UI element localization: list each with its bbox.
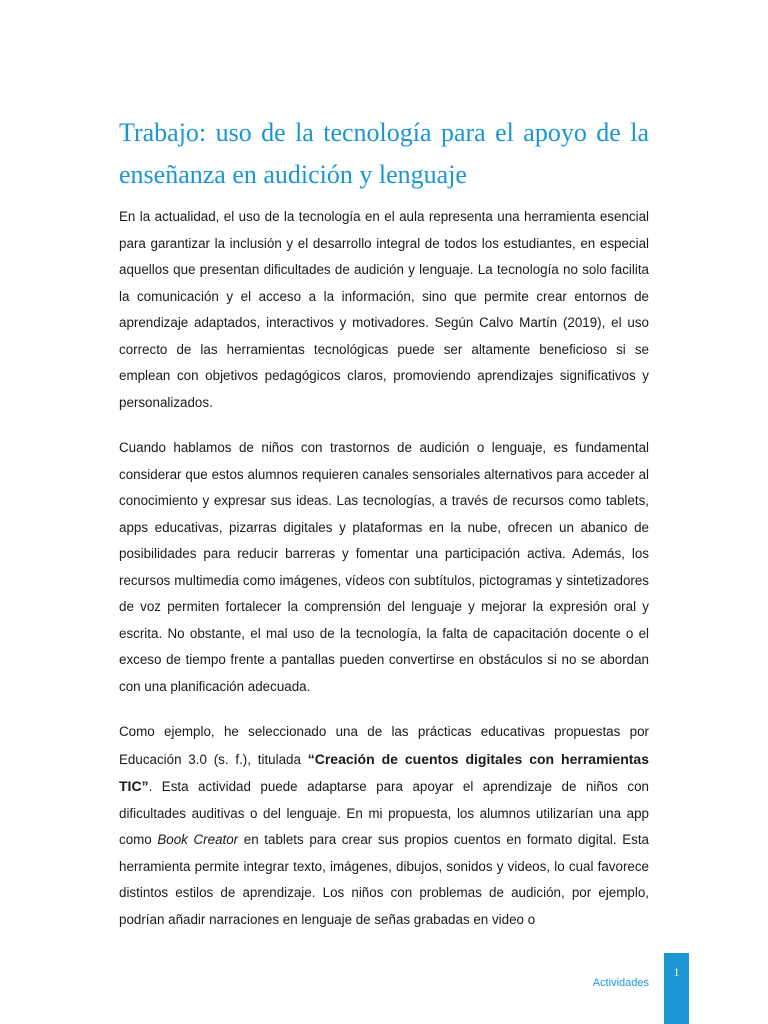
document-title: Trabajo: uso de la tecnología para el apoyo de la enseñanza en audición y lenguaje (119, 118, 649, 189)
paragraph-3-text-a: Como ejemplo, he seleccionado una de las prácticas educativas propuestas por Educación 3.0 (s. f.), titulada (119, 724, 649, 767)
footer-label: Actividades (592, 977, 649, 989)
paragraph-1: En la actualidad, el uso de la tecnología en el aula representa una herramienta esencial para garantizar la inclusión y el desarrollo integral de todos los estudiantes, en especial aquellos que presentan dificultades de audición y lenguaje. La tecnología no solo facilita la comunicación y el acceso a la información, sino que permite crear entornos de aprendizaje adaptados, interactivos y motivadores. Según Calvo Martín (2019), el uso correcto de las herramientas tecnológicas puede ser altamente beneficioso si se emplean con objetivos pedagógicos claros, promoviendo aprendizajes significativos y personalizados. (119, 209, 649, 410)
activity-title: “Creación de cuentos digitales con herramientas TIC” (119, 750, 649, 794)
app-name: Book Creator (157, 832, 239, 847)
page-number-tab (664, 953, 689, 1024)
paragraph-3 (119, 719, 649, 933)
document-body (119, 112, 649, 952)
paragraph-3-text-c: en tablets para crear sus propios cuentos en formato digital. Esta herramienta permite integrar texto, imágenes, dibujos, sonidos y videos, lo cual favorece distintos estilos de aprendizaje. Los niños con problemas de audición, por ejemplo, podrían añadir narraciones en lenguaje de señas grabadas en video o (119, 832, 649, 927)
paragraph-3-text-b: . Esta actividad puede adaptarse para apoyar el aprendizaje de niños con dificultades auditivas o del lenguaje. En mi propuesta, los alumnos utilizarían una app como (119, 779, 649, 847)
paragraph-2: Cuando hablamos de niños con trastornos de audición o lenguaje, es fundamental considerar que estos alumnos requieren canales sensoriales alternativos para acceder al conocimiento y expresar sus ideas. Las tecnologías, a través de recursos como tablets, apps educativas, pizarras digitales y plataformas en la nube, ofrecen un abanico de posibilidades para reducir barreras y fomentar una participación activa. Además, los recursos multimedia como imágenes, vídeos con subtítulos, pictogramas y sintetizadores de voz permiten fortalecer la comprensión del lenguaje y mejorar la expresión oral y escrita. No obstante, el mal uso de la tecnología, la falta de capacitación docente o el exceso de tiempo frente a pantallas pueden convertirse en obstáculos si no se abordan con una planificación adecuada. (119, 440, 649, 694)
page-number: 1 (673, 965, 680, 979)
